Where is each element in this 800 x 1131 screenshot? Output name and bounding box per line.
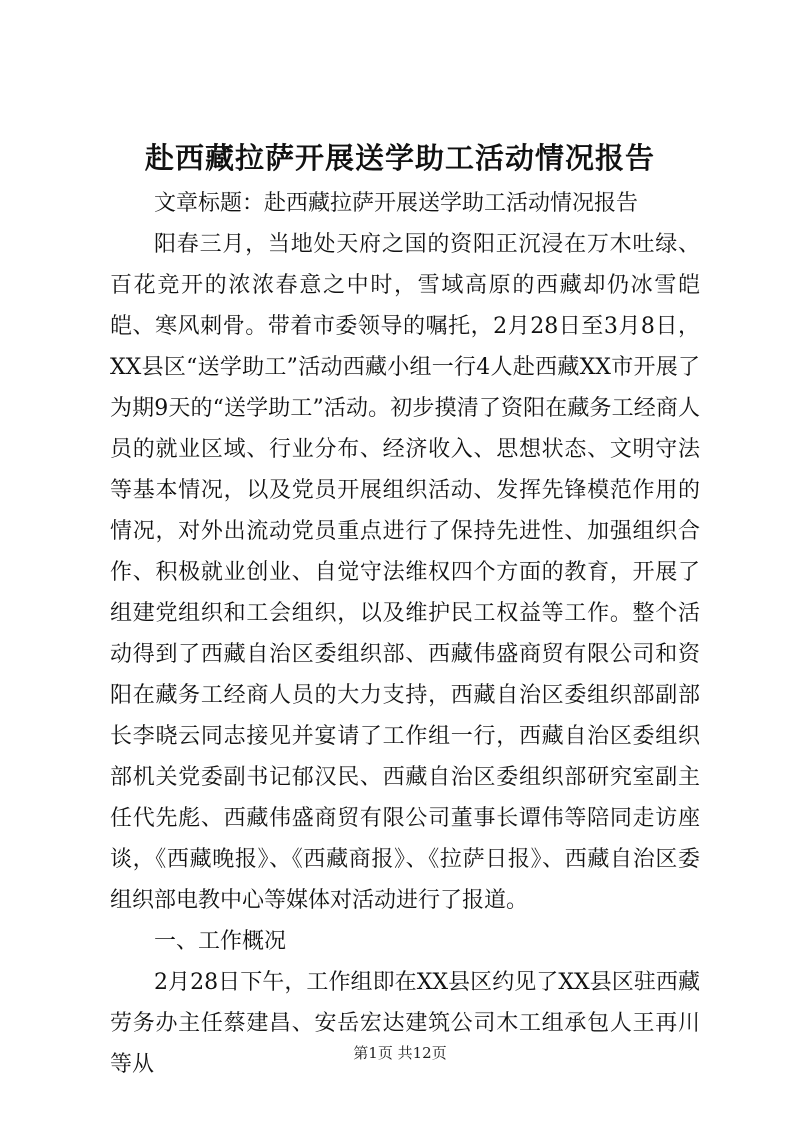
section-heading: 一、工作概况 xyxy=(154,929,287,954)
page-number-footer: 第1页 共12页 xyxy=(353,1044,447,1062)
section-paragraph: 2月28日下午，工作组即在XX县区约见了XX县区驻西藏劳务办主任蔡建昌、安岳宏达建筑公司木工组承包人王再川等从 xyxy=(110,970,700,1077)
document-title: 赴西藏拉萨开展送学助工活动情况报告 xyxy=(144,141,655,175)
intro-paragraph: 阳春三月，当地处天府之国的资阳正沉浸在万木吐绿、百花竞开的浓浓春意之中时，雪域高原的西藏却仍冰雪皑皑、寒风刺骨。带着市委领导的嘱托，2月28日至3月8日，XX县区“送学助工”活动西藏小组一行4人赴西藏XX市开展了为期9天的“送学助工”活动。初步摸清了资阳在藏务工经商人员的就业区域、行业分布、经济收入、思想状态、文明守法等基本情况，以及党员开展组织活动、发挥先锋模范作用的情况，对外出流动党员重点进行了保持先进性、加强组织合作、积极就业创业、自觉守法维权四个方面的教育，开展了组建党组织和工会组织，以及维护民工权益等工作。整个活动得到了西藏自治区委组织部、西藏伟盛商贸有限公司和资阳在藏务工经商人员的大力支持，西藏自治区委组织部副部长李晓云同志接见并宴请了工作组一行，西藏自治区委组织部机关党委副书记郁汉民、西藏自治区委组织部研究室副主任代先彪、西藏伟盛商贸有限公司董事长谭伟等陪同走访座谈，《西藏晚报》、《西藏商报》、《拉萨日报》、西藏自治区委组织部电教中心等媒体对活动进行了报道。 xyxy=(110,232,700,913)
article-title-line: 文章标题：赴西藏拉萨开展送学助工活动情况报告 xyxy=(154,191,639,216)
document-body xyxy=(110,183,700,1085)
